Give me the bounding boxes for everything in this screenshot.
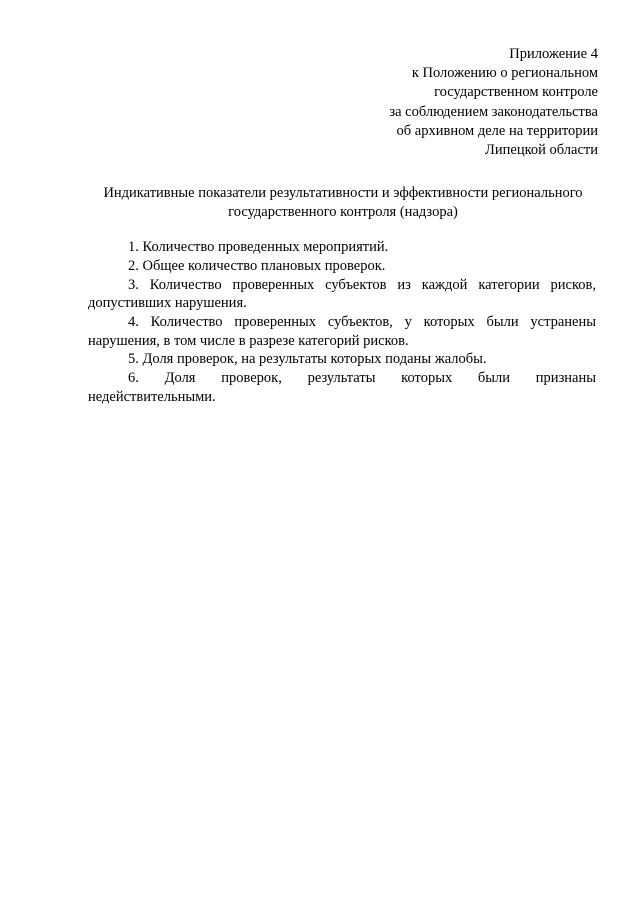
- annex-line: об архивном деле на территории: [396, 122, 598, 139]
- annex-line: Приложение 4: [509, 46, 598, 62]
- list-item: 1. Количество проведенных мероприятий.: [128, 239, 389, 255]
- title-line-1: Индикативные показатели результативности и эффективности регионального: [103, 185, 583, 201]
- list-item: 3. Количество проверенных субъектов из каждой категории рисков, допустивших нарушения.: [88, 276, 596, 312]
- annex-header: [298, 45, 598, 160]
- list-item: [88, 369, 596, 406]
- annex-line: Липецкой области: [485, 142, 598, 159]
- indicator-list: [88, 238, 596, 407]
- list-item-line: недействительными.: [88, 388, 216, 405]
- annex-line: за соблюдением законодательства: [389, 103, 598, 120]
- annex-line: к Положению о региональном: [411, 65, 598, 82]
- document-title: [88, 184, 598, 222]
- title-line-2: государственного контроля (надзора): [228, 204, 458, 221]
- list-item: 2. Общее количество плановых проверок.: [128, 257, 386, 274]
- list-item: 4. Количество проверенных субъектов, у которых были устранены нарушения, в том числе в разрезе категорий рисков.: [88, 314, 596, 349]
- list-item: 5. Доля проверок, на результаты которых поданы жалобы.: [128, 351, 487, 368]
- list-item-line: 6. Доля проверок, результаты которых были признаны: [128, 370, 596, 387]
- annex-line: государственном контроле: [434, 84, 598, 101]
